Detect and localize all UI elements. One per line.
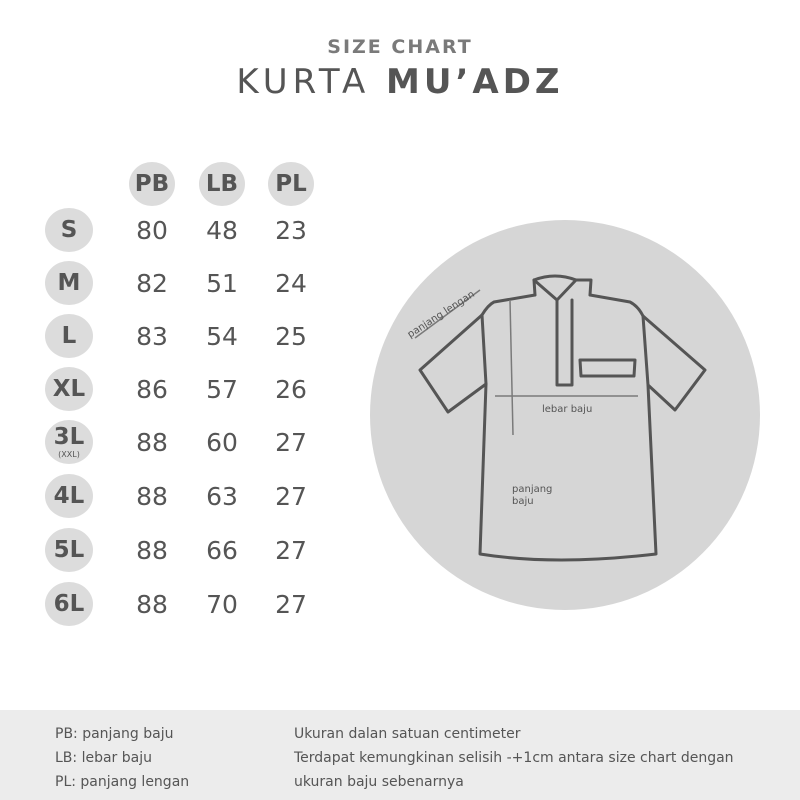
column-header-pb: PB (129, 162, 175, 206)
size-badge-5l (45, 528, 93, 572)
size-sublabel: (XXL) (58, 449, 80, 459)
length-label-line2: baju (512, 496, 534, 507)
cell-pb: 86 (136, 375, 168, 404)
sleeve-label: panjang lengan (405, 288, 477, 341)
size-label: XL (52, 375, 86, 402)
size-badge-4l (45, 474, 93, 518)
cell-pb: 88 (136, 428, 168, 457)
size-label: 4L (53, 482, 85, 509)
length-label-line1: panjang (512, 484, 553, 495)
header (0, 36, 800, 102)
cell-pl: 27 (275, 482, 307, 511)
legend-pb: PB: panjang baju (55, 726, 174, 742)
cell-pb: 82 (136, 269, 168, 298)
cell-lb: 70 (206, 590, 238, 619)
cell-lb: 54 (206, 322, 238, 351)
shirt-illustration (370, 220, 760, 610)
cell-lb: 48 (206, 216, 238, 245)
cell-pl: 26 (275, 375, 307, 404)
size-label: 5L (53, 536, 85, 563)
size-badge-l (45, 314, 93, 358)
legend (55, 722, 189, 794)
cell-lb: 63 (206, 482, 238, 511)
cell-pb: 80 (136, 216, 168, 245)
title-bold: MU’ADZ (386, 62, 564, 102)
chart-subtitle: SIZE CHART (327, 36, 473, 58)
cell-pb: 88 (136, 536, 168, 565)
footer (0, 710, 800, 800)
size-label: M (57, 269, 81, 296)
size-label: L (61, 322, 77, 349)
size-label: 3L (53, 423, 85, 450)
column-header-lb: LB (199, 162, 245, 206)
size-badge-3l (45, 420, 93, 464)
background-circle (370, 220, 760, 610)
cell-pl: 27 (275, 590, 307, 619)
cell-pl: 24 (275, 269, 307, 298)
note-line3: ukuran baju sebenarnya (294, 774, 464, 790)
cell-lb: 57 (206, 375, 238, 404)
cell-pl: 23 (275, 216, 307, 245)
cell-pb: 88 (136, 590, 168, 619)
size-badge-xl (45, 367, 93, 411)
legend-pl: PL: panjang lengan (55, 774, 190, 790)
size-label: 6L (53, 590, 85, 617)
cell-lb: 66 (206, 536, 238, 565)
size-label: S (60, 216, 78, 243)
cell-lb: 51 (206, 269, 238, 298)
cell-pl: 27 (275, 536, 307, 565)
note-line1: Ukuran dalan satuan centimeter (294, 726, 521, 742)
title-light: KURTA (236, 62, 371, 102)
size-badge-m (45, 261, 93, 305)
column-header-pl: PL (268, 162, 314, 206)
size-badge-6l (45, 582, 93, 626)
width-label: lebar baju (542, 404, 593, 415)
cell-lb: 60 (206, 428, 238, 457)
size-badge-s (45, 208, 93, 252)
note (294, 722, 774, 794)
cell-pb: 88 (136, 482, 168, 511)
cell-pb: 83 (136, 322, 168, 351)
cell-pl: 25 (275, 322, 307, 351)
note-line2: Terdapat kemungkinan selisih -+1cm antara size chart dengan (294, 750, 734, 766)
legend-lb: LB: lebar baju (55, 750, 152, 766)
shirt-diagram (370, 220, 760, 610)
cell-pl: 27 (275, 428, 307, 457)
product-title (0, 62, 800, 102)
